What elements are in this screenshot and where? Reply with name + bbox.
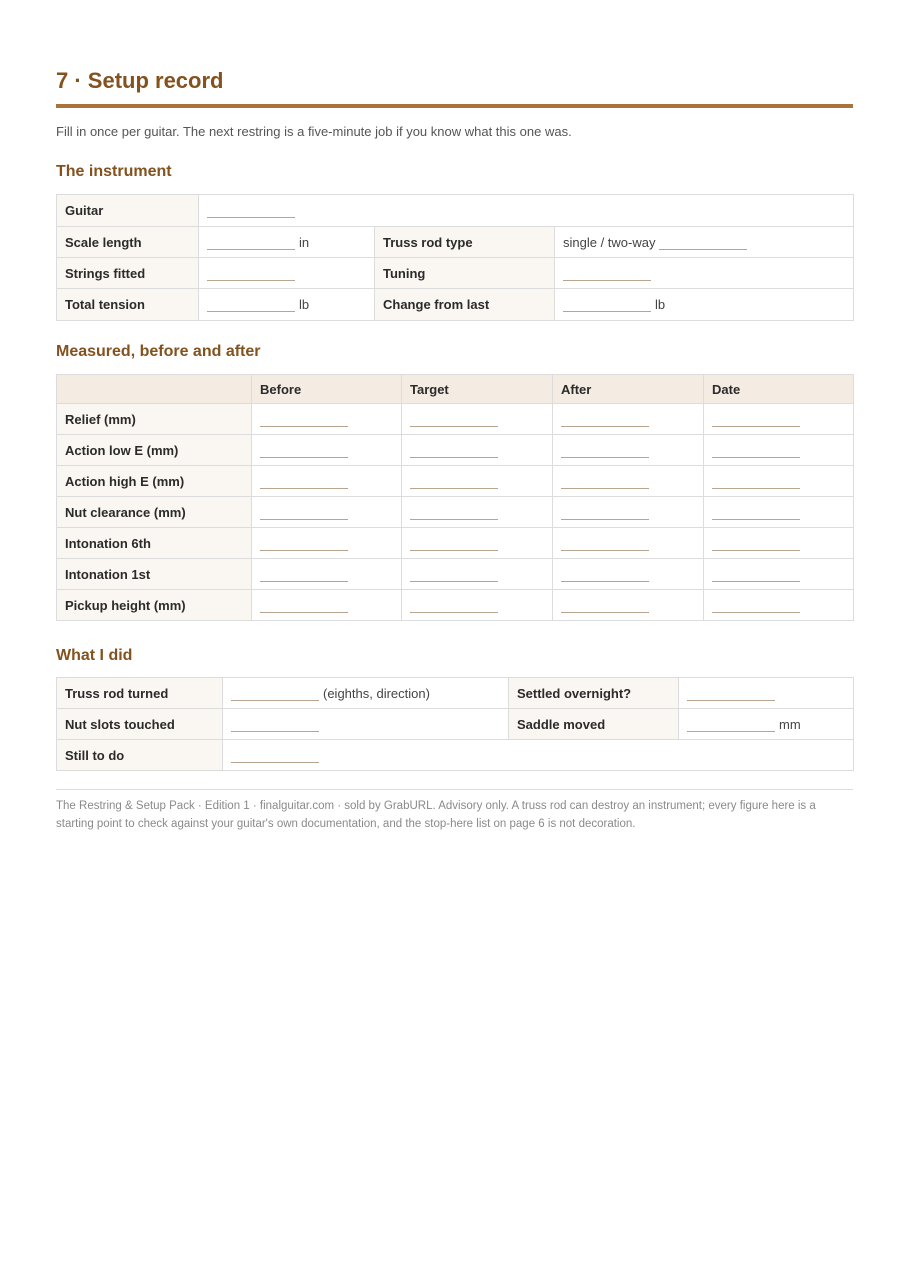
measurement-field[interactable] bbox=[561, 567, 649, 582]
nut-slots-touched-field[interactable] bbox=[231, 717, 319, 732]
intro-text: Fill in once per guitar. The next restring is a five-minute job if you know what this one was. bbox=[56, 124, 572, 139]
measurement-field[interactable] bbox=[561, 412, 649, 427]
measurement-row bbox=[57, 528, 854, 559]
measurement-field[interactable] bbox=[561, 443, 649, 458]
saddle-moved-unit: mm bbox=[779, 716, 801, 732]
change-from-last-cell bbox=[555, 289, 854, 321]
total-tension-field[interactable] bbox=[207, 297, 295, 312]
settled-overnight-cell bbox=[679, 678, 854, 709]
measurement-field[interactable] bbox=[410, 474, 498, 489]
scale-length-unit: in bbox=[299, 234, 310, 250]
measurement-cell bbox=[704, 590, 854, 621]
what-i-did-heading: What I did bbox=[56, 647, 133, 664]
measurement-field[interactable] bbox=[410, 598, 498, 613]
truss-rod-turned-label: Truss rod turned bbox=[57, 678, 223, 709]
measurement-cell bbox=[553, 590, 704, 621]
measured-table bbox=[56, 374, 854, 621]
measurement-field[interactable] bbox=[260, 598, 348, 613]
guitar-cell bbox=[199, 195, 854, 227]
measurement-field[interactable] bbox=[712, 567, 800, 582]
measurement-field[interactable] bbox=[712, 443, 800, 458]
measurement-cell bbox=[704, 528, 854, 559]
measurement-row bbox=[57, 466, 854, 497]
measurement-field[interactable] bbox=[260, 474, 348, 489]
tuning-label: Tuning bbox=[375, 258, 555, 289]
measurement-cell bbox=[252, 466, 402, 497]
measurement-field[interactable] bbox=[410, 443, 498, 458]
scale-length-field[interactable] bbox=[207, 235, 295, 250]
instrument-table bbox=[56, 194, 854, 321]
measurement-cell bbox=[553, 435, 704, 466]
still-to-do-cell bbox=[223, 740, 854, 771]
instrument-heading: The instrument bbox=[56, 163, 172, 180]
measurement-field[interactable] bbox=[712, 598, 800, 613]
measurement-cell bbox=[704, 559, 854, 590]
measurement-label: Pickup height (mm) bbox=[57, 590, 252, 621]
measurement-cell bbox=[553, 528, 704, 559]
measured-rows bbox=[57, 404, 854, 621]
measurement-row bbox=[57, 559, 854, 590]
truss-rod-type-cell bbox=[555, 227, 854, 258]
measured-heading: Measured, before and after bbox=[56, 343, 261, 360]
column-header: Target bbox=[402, 375, 553, 404]
still-to-do-label: Still to do bbox=[57, 740, 223, 771]
measurement-field[interactable] bbox=[410, 412, 498, 427]
footer-divider bbox=[56, 789, 853, 790]
measurement-field[interactable] bbox=[712, 536, 800, 551]
measurement-field[interactable] bbox=[561, 598, 649, 613]
total-tension-unit: lb bbox=[299, 297, 310, 312]
measurement-cell bbox=[402, 435, 553, 466]
nut-slots-touched-cell bbox=[223, 709, 509, 740]
measurement-cell bbox=[402, 404, 553, 435]
measurement-row bbox=[57, 590, 854, 621]
measurement-field[interactable] bbox=[410, 505, 498, 520]
measurement-cell bbox=[402, 559, 553, 590]
nut-slots-touched-label: Nut slots touched bbox=[57, 709, 223, 740]
column-header: After bbox=[553, 375, 704, 404]
measurement-field[interactable] bbox=[561, 536, 649, 551]
measurement-cell bbox=[704, 497, 854, 528]
still-to-do-field[interactable] bbox=[231, 748, 319, 763]
measurement-cell bbox=[553, 404, 704, 435]
measured-corner-header bbox=[57, 375, 252, 404]
saddle-moved-field[interactable] bbox=[687, 717, 775, 732]
measurement-cell bbox=[252, 590, 402, 621]
measurement-field[interactable] bbox=[260, 412, 348, 427]
column-header: Date bbox=[704, 375, 854, 404]
saddle-moved-label: Saddle moved bbox=[509, 709, 679, 740]
strings-fitted-field[interactable] bbox=[207, 266, 295, 281]
measurement-cell bbox=[402, 590, 553, 621]
measurement-label: Intonation 6th bbox=[57, 528, 252, 559]
measurement-cell bbox=[252, 404, 402, 435]
scale-length-cell bbox=[199, 227, 375, 258]
measurement-cell bbox=[252, 497, 402, 528]
measurement-field[interactable] bbox=[260, 567, 348, 582]
measurement-field[interactable] bbox=[561, 474, 649, 489]
measurement-row bbox=[57, 404, 854, 435]
truss-rod-type-field[interactable] bbox=[659, 235, 747, 250]
saddle-moved-cell bbox=[679, 709, 854, 740]
change-from-last-unit: lb bbox=[655, 297, 666, 312]
settled-overnight-label: Settled overnight? bbox=[509, 678, 679, 709]
truss-rod-turned-field[interactable] bbox=[231, 686, 319, 701]
measurement-field[interactable] bbox=[410, 567, 498, 582]
measurement-label: Action high E (mm) bbox=[57, 466, 252, 497]
change-from-last-label: Change from last bbox=[375, 289, 555, 321]
measurement-field[interactable] bbox=[260, 505, 348, 520]
guitar-label: Guitar bbox=[57, 195, 199, 227]
measurement-field[interactable] bbox=[561, 505, 649, 520]
measurement-cell bbox=[553, 559, 704, 590]
measurement-field[interactable] bbox=[712, 474, 800, 489]
measurement-field[interactable] bbox=[712, 505, 800, 520]
measurement-cell bbox=[252, 528, 402, 559]
what-i-did-table bbox=[56, 677, 854, 771]
column-header: Before bbox=[252, 375, 402, 404]
change-from-last-field[interactable] bbox=[563, 297, 651, 312]
scale-length-label: Scale length bbox=[57, 227, 199, 258]
measurement-cell bbox=[553, 497, 704, 528]
measurement-label: Intonation 1st bbox=[57, 559, 252, 590]
measurement-label: Nut clearance (mm) bbox=[57, 497, 252, 528]
strings-fitted-label: Strings fitted bbox=[57, 258, 199, 289]
truss-rod-type-options: single / two-way bbox=[563, 234, 656, 250]
measurement-label: Relief (mm) bbox=[57, 404, 252, 435]
measurement-field[interactable] bbox=[260, 443, 348, 458]
tuning-cell bbox=[555, 258, 854, 289]
measurement-cell bbox=[402, 466, 553, 497]
measurement-cell bbox=[553, 466, 704, 497]
page-title: 7 · Setup record bbox=[56, 68, 224, 93]
measurement-cell bbox=[252, 435, 402, 466]
measurement-field[interactable] bbox=[712, 412, 800, 427]
total-tension-cell bbox=[199, 289, 375, 321]
measurement-label: Action low E (mm) bbox=[57, 435, 252, 466]
guitar-field[interactable] bbox=[207, 203, 295, 218]
measurement-cell bbox=[704, 404, 854, 435]
truss-rod-turned-cell bbox=[223, 678, 509, 709]
footer-note: The Restring & Setup Pack · Edition 1 · finalguitar.com · sold by GrabURL. Advisory only. A truss rod can destroy an instrument; every figure here is a starting point to check against your guitar's own documentation, and the stop-here list on page 6 is not decoration. bbox=[56, 800, 816, 830]
tuning-field[interactable] bbox=[563, 266, 651, 281]
measurement-field[interactable] bbox=[410, 536, 498, 551]
measurement-field[interactable] bbox=[260, 536, 348, 551]
settled-overnight-field[interactable] bbox=[687, 686, 775, 701]
title-divider bbox=[56, 104, 853, 108]
total-tension-label: Total tension bbox=[57, 289, 199, 321]
measurement-cell bbox=[704, 435, 854, 466]
measurement-cell bbox=[402, 497, 553, 528]
measurement-cell bbox=[252, 559, 402, 590]
truss-rod-type-label: Truss rod type bbox=[375, 227, 555, 258]
measurement-row bbox=[57, 435, 854, 466]
measurement-cell bbox=[402, 528, 553, 559]
strings-fitted-cell bbox=[199, 258, 375, 289]
measurement-cell bbox=[704, 466, 854, 497]
truss-rod-turned-unit: (eighths, direction) bbox=[323, 685, 430, 701]
measurement-row bbox=[57, 497, 854, 528]
